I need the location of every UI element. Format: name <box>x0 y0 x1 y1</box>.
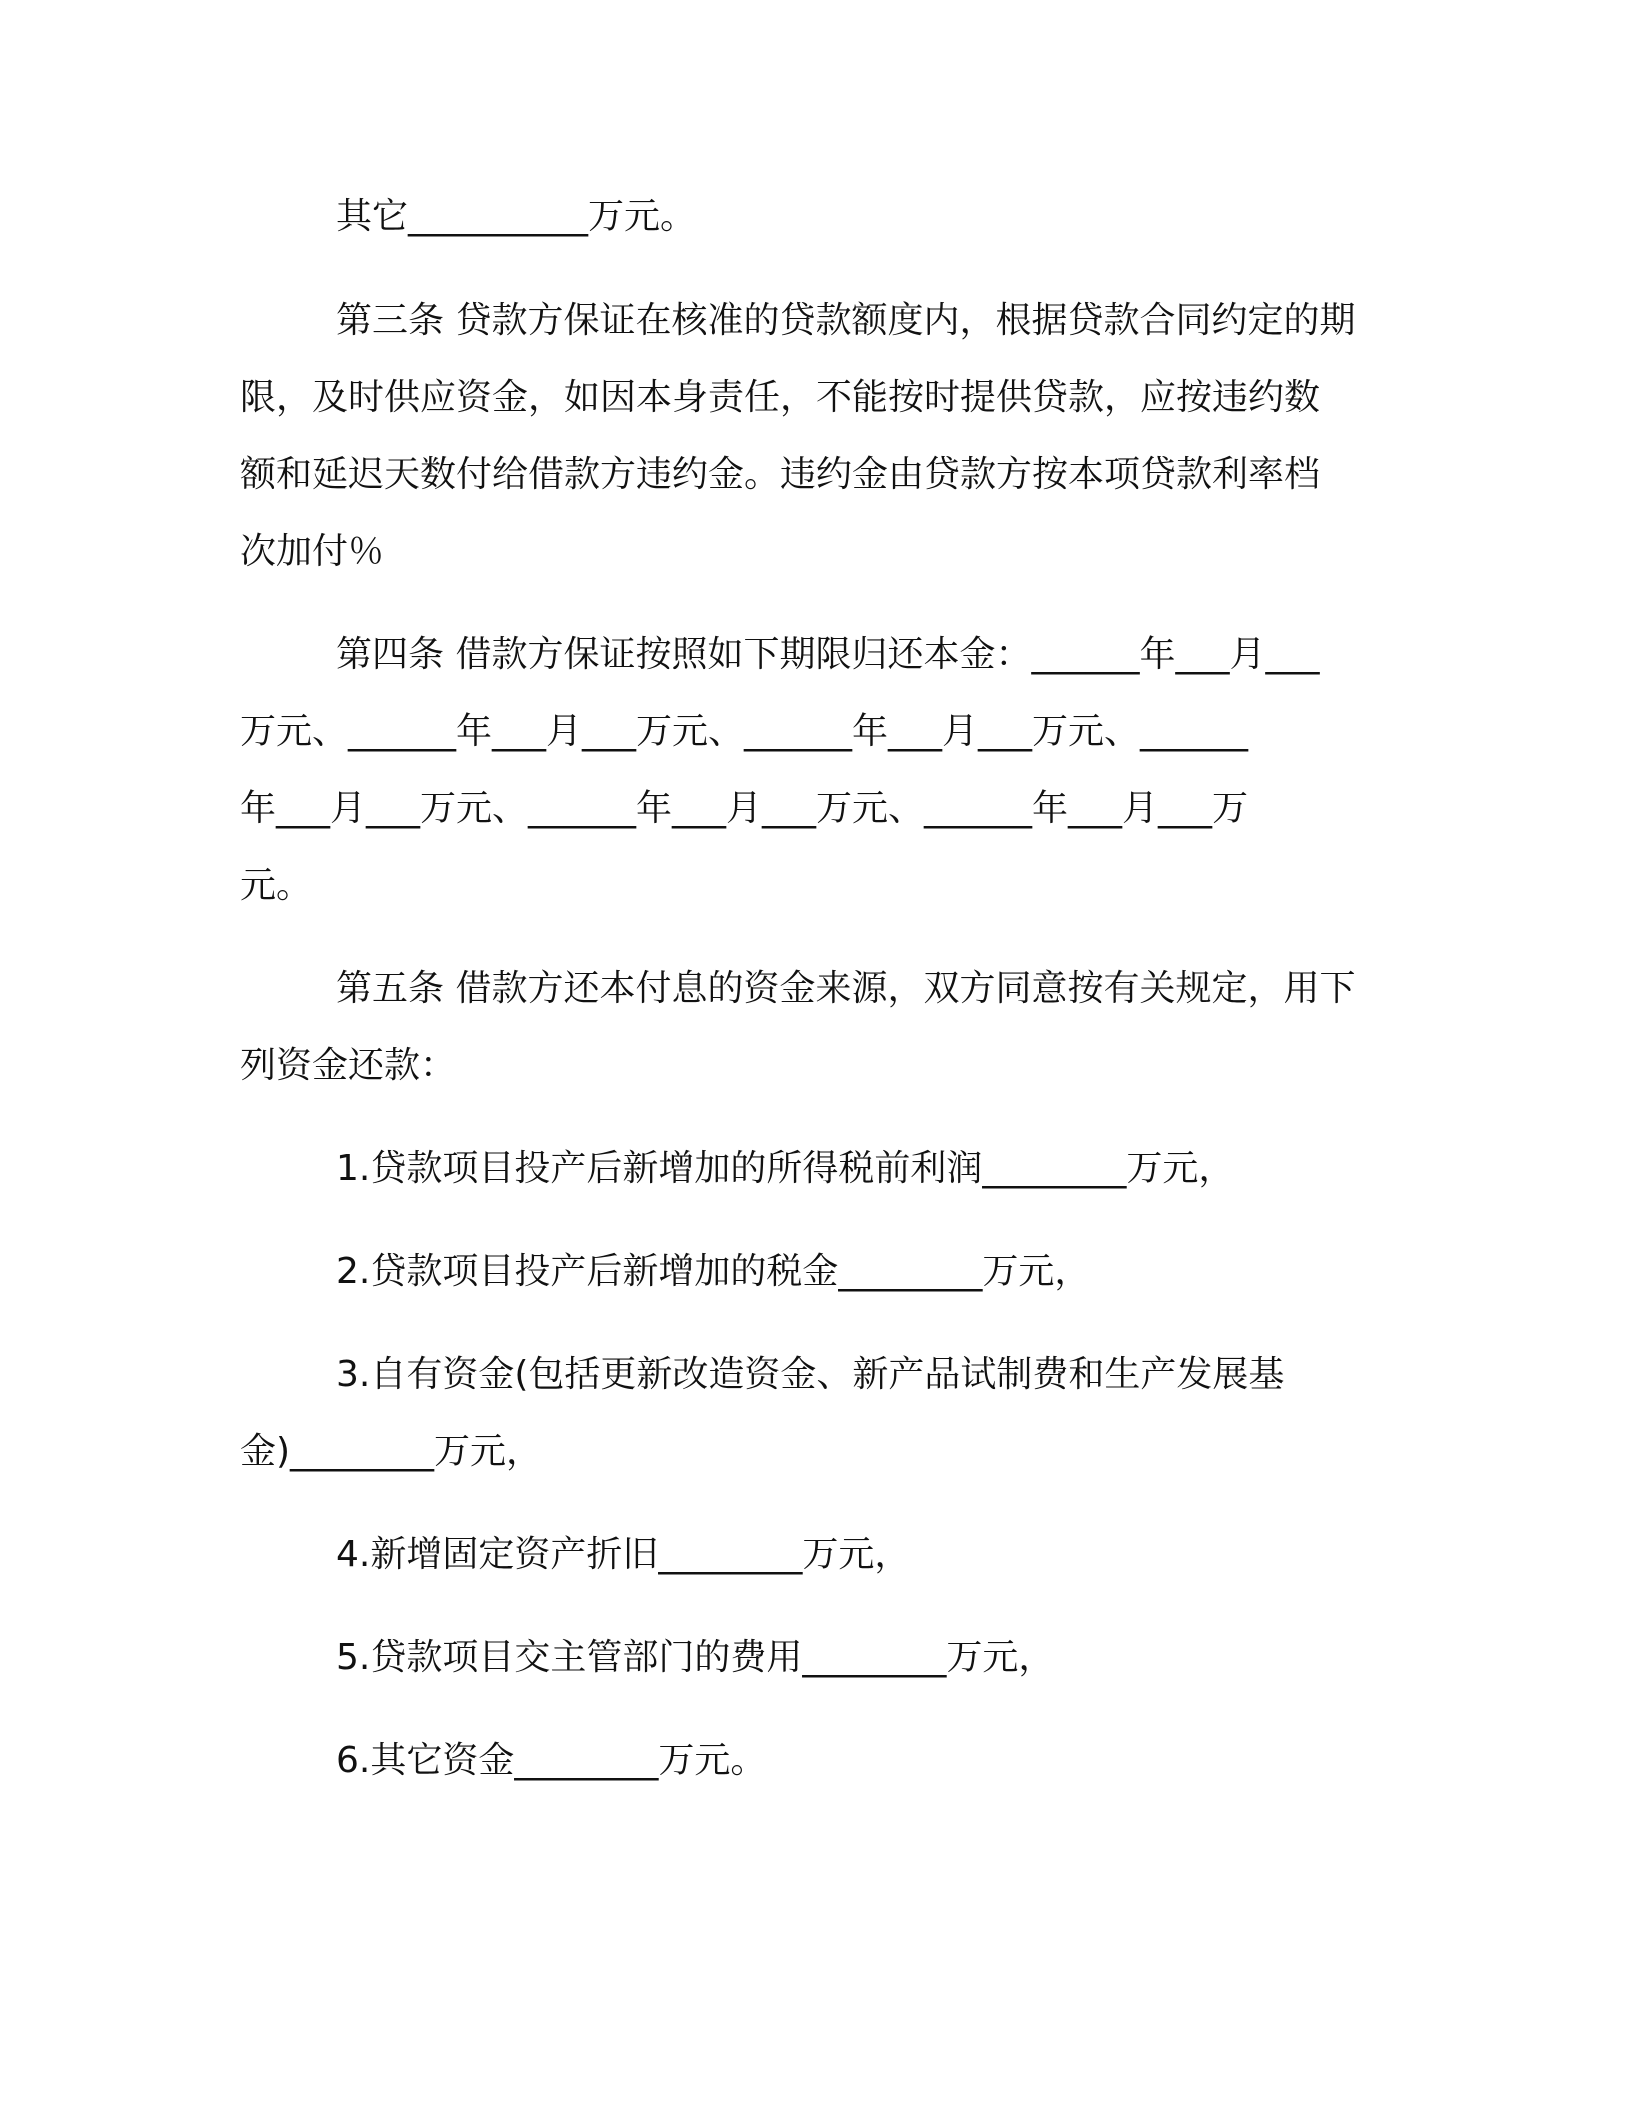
list-item-1: 1.贷款项目投产后新增加的所得税前利润________万元， <box>336 1148 1235 1189</box>
list-item-3-line-1: 3.自有资金(包括更新改造资金、新产品试制费和生产发展基 <box>336 1354 1285 1395</box>
article5-line-2: 列资金还款： <box>240 1045 457 1086</box>
article3-line-4: 次加付％ <box>240 531 385 572</box>
list-item-3-line-2: 金)________万元， <box>240 1431 543 1472</box>
list-item-5: 5.贷款项目交主管部门的费用________万元， <box>336 1637 1055 1678</box>
article3-line-2: 限，及时供应资金，如因本身责任，不能按时提供贷款，应按违约数 <box>240 377 1321 418</box>
article5-line-1: 第五条 借款方还本付息的资金来源，双方同意按有关规定，用下 <box>336 968 1356 1009</box>
other-amount-line: 其它__________万元。 <box>336 196 697 237</box>
article3-line-1: 第三条 贷款方保证在核准的贷款额度内，根据贷款合同约定的期 <box>336 300 1356 341</box>
list-item-6: 6.其它资金________万元。 <box>336 1740 767 1781</box>
article4-line-4: 元。 <box>240 865 313 906</box>
article4-line-3: 年___月___万元、______年___月___万元、______年___月___万 <box>240 788 1249 829</box>
article4-line-2: 万元、______年___月___万元、______年___月___万元、______ <box>240 711 1249 752</box>
article4-line-1: 第四条 借款方保证按照如下期限归还本金：______年___月___ <box>336 634 1320 675</box>
article3-line-3: 额和延迟天数付给借款方违约金。违约金由贷款方按本项贷款利率档 <box>240 454 1321 495</box>
list-item-2: 2.贷款项目投产后新增加的税金________万元， <box>336 1251 1091 1292</box>
list-item-4: 4.新增固定资产折旧________万元， <box>336 1534 911 1575</box>
